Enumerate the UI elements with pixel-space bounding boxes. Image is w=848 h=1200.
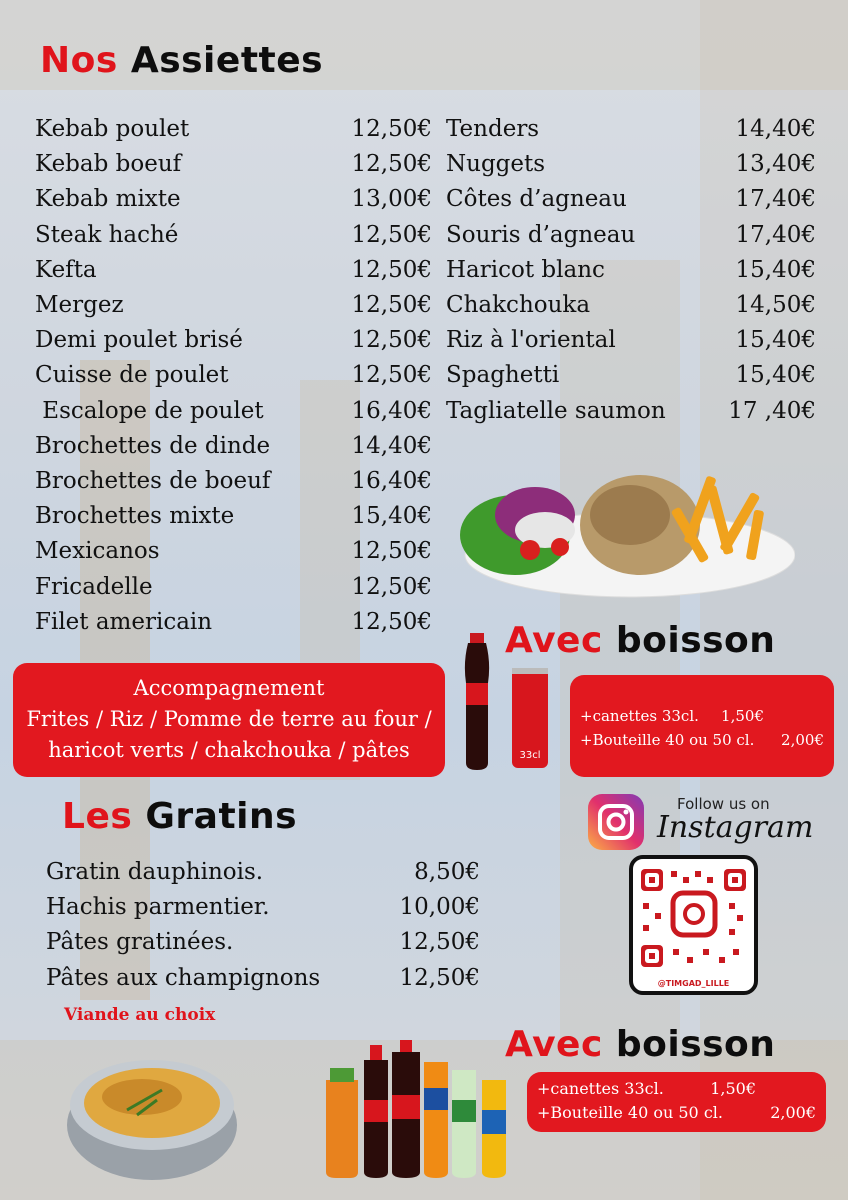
instagram-handle: @TIMGAD_LILLE (657, 979, 730, 988)
menu-item-name: Côtes d’agneau (446, 186, 627, 213)
menu-item-price: 10,00€ (399, 894, 480, 921)
menu-item-name: Chakchouka (446, 292, 591, 319)
accompagnement-title: Accompagnement (133, 676, 325, 700)
can-size-label: 33cl (519, 750, 541, 761)
instagram-wordmark: Instagram (657, 810, 814, 845)
menu-item (446, 253, 816, 288)
menu-item-price: 12,50€ (399, 964, 480, 991)
menu-item-price: 16,40€ (351, 397, 432, 424)
boisson-top-box (570, 675, 834, 777)
accompagnement-line-1: Frites / Riz / Pomme de terre au four / (26, 707, 432, 731)
menu-item (35, 394, 432, 429)
menu-item (446, 323, 816, 358)
menu-item (35, 253, 432, 288)
gratins-title: Les Gratins (62, 796, 298, 837)
menu-item-name: Riz à l'oriental (446, 327, 616, 354)
menu-item-name: Brochettes mixte (35, 503, 235, 530)
assiettes-left-column (35, 112, 432, 640)
menu-item-price: 12,50€ (351, 573, 432, 600)
menu-item-name: Spaghetti (446, 362, 560, 389)
menu-item-price: 12,50€ (351, 151, 432, 178)
boisson-top-title: Avec boisson (505, 620, 776, 661)
drink-can-row: +canettes 33cl. 1,50€ (537, 1079, 756, 1098)
menu-item (446, 358, 816, 393)
drink-can-row: +canettes 33cl. 1,50€ (580, 707, 764, 725)
menu-item-name: Mergez (35, 292, 124, 319)
menu-item (446, 394, 816, 429)
menu-item (46, 855, 480, 890)
kebab-plate-image (455, 455, 795, 605)
menu-item-price: 17 ,40€ (728, 397, 816, 424)
boisson-bottom-title: Avec boisson (505, 1024, 776, 1065)
assiettes-right-column (446, 112, 816, 429)
menu-item-price: 13,40€ (735, 151, 816, 178)
menu-item-price: 17,40€ (735, 186, 816, 213)
menu-item (446, 182, 816, 217)
menu-item-name: Kebab mixte (35, 186, 181, 213)
menu-item (35, 288, 432, 323)
menu-item-name: Steak haché (35, 221, 179, 248)
gratin-dish-image (62, 1035, 242, 1185)
menu-item-price: 12,50€ (351, 608, 432, 635)
soft-drink-bottles-image (318, 1040, 518, 1180)
coca-cola-drinks-image (460, 628, 560, 773)
menu-item-price: 12,50€ (351, 327, 432, 354)
gratins-list (46, 855, 480, 996)
menu-item-name: Filet americain (35, 608, 213, 635)
menu-item (35, 358, 432, 393)
menu-item (46, 890, 480, 925)
menu-item-name: Nuggets (446, 151, 546, 178)
menu-item (35, 499, 432, 534)
menu-item-name: Pâtes aux champignons (46, 964, 321, 991)
menu-item (35, 218, 432, 253)
menu-item (35, 112, 432, 147)
boisson-bottom-box (527, 1072, 826, 1132)
menu-item (35, 323, 432, 358)
menu-item-price: 16,40€ (351, 468, 432, 495)
menu-item (46, 925, 480, 960)
menu-item-name: Hachis parmentier. (46, 894, 270, 921)
menu-item-price: 8,50€ (414, 859, 480, 885)
menu-item-name: Gratin dauphinois. (46, 859, 264, 885)
menu-item (35, 464, 432, 499)
menu-item-name: Brochettes de boeuf (35, 468, 271, 495)
menu-item-name: Demi poulet brisé (35, 327, 243, 354)
menu-item (35, 605, 432, 640)
menu-item-price: 14,40€ (351, 432, 432, 459)
viande-au-choix-note: Viande au choix (64, 1005, 216, 1025)
menu-item (35, 429, 432, 464)
menu-item-name: Tagliatelle saumon (446, 397, 666, 424)
menu-item-name: Kebab poulet (35, 116, 190, 142)
menu-item-name: Fricadelle (35, 573, 153, 600)
drink-bottle-row: +Bouteille 40 ou 50 cl. 2,00€ (537, 1103, 816, 1122)
menu-item (35, 570, 432, 605)
menu-item-price: 15,40€ (735, 327, 816, 354)
menu-item-price: 17,40€ (735, 221, 816, 248)
menu-item (35, 534, 432, 569)
menu-item-price: 12,50€ (351, 538, 432, 565)
menu-item-price: 14,40€ (735, 116, 816, 142)
menu-item (446, 218, 816, 253)
menu-item-price: 15,40€ (735, 362, 816, 389)
menu-item-price: 12,50€ (399, 929, 480, 956)
menu-item-price: 12,50€ (351, 221, 432, 248)
instagram-qr-code[interactable] (629, 855, 758, 995)
menu-item (35, 147, 432, 182)
accompagnement-line-2: haricot verts / chakchouka / pâtes (48, 738, 410, 762)
menu-item (446, 112, 816, 147)
menu-item-name: Kefta (35, 256, 97, 283)
menu-item-price: 15,40€ (735, 256, 816, 283)
menu-item (446, 288, 816, 323)
menu-item-name: Brochettes de dinde (35, 432, 271, 459)
follow-us-text: Follow us on (677, 795, 770, 813)
menu-item-price: 14,50€ (735, 292, 816, 319)
menu-item-price: 12,50€ (351, 256, 432, 283)
qr-pattern-icon (633, 863, 754, 975)
menu-item-name: Tenders (446, 116, 540, 142)
menu-item-price: 12,50€ (351, 362, 432, 389)
menu-item (46, 961, 480, 996)
menu-item (446, 147, 816, 182)
menu-item-name: Escalope de poulet (35, 397, 264, 424)
menu-item-price: 12,50€ (351, 292, 432, 319)
instagram-icon (586, 792, 646, 852)
assiettes-title: Nos Assiettes (40, 40, 324, 81)
menu-item-price: 12,50€ (351, 116, 432, 142)
menu-item-name: Pâtes gratinées. (46, 929, 234, 956)
menu-item-name: Cuisse de poulet (35, 362, 229, 389)
accompagnement-box (13, 663, 445, 777)
menu-item-name: Kebab boeuf (35, 151, 182, 178)
drink-bottle-row: +Bouteille 40 ou 50 cl. 2,00€ (580, 731, 824, 749)
menu-item-name: Souris d’agneau (446, 221, 636, 248)
menu-item-name: Haricot blanc (446, 256, 605, 283)
menu-item-name: Mexicanos (35, 538, 160, 565)
menu-item-price: 15,40€ (351, 503, 432, 530)
menu-item-price: 13,00€ (351, 186, 432, 213)
menu-item (35, 182, 432, 217)
